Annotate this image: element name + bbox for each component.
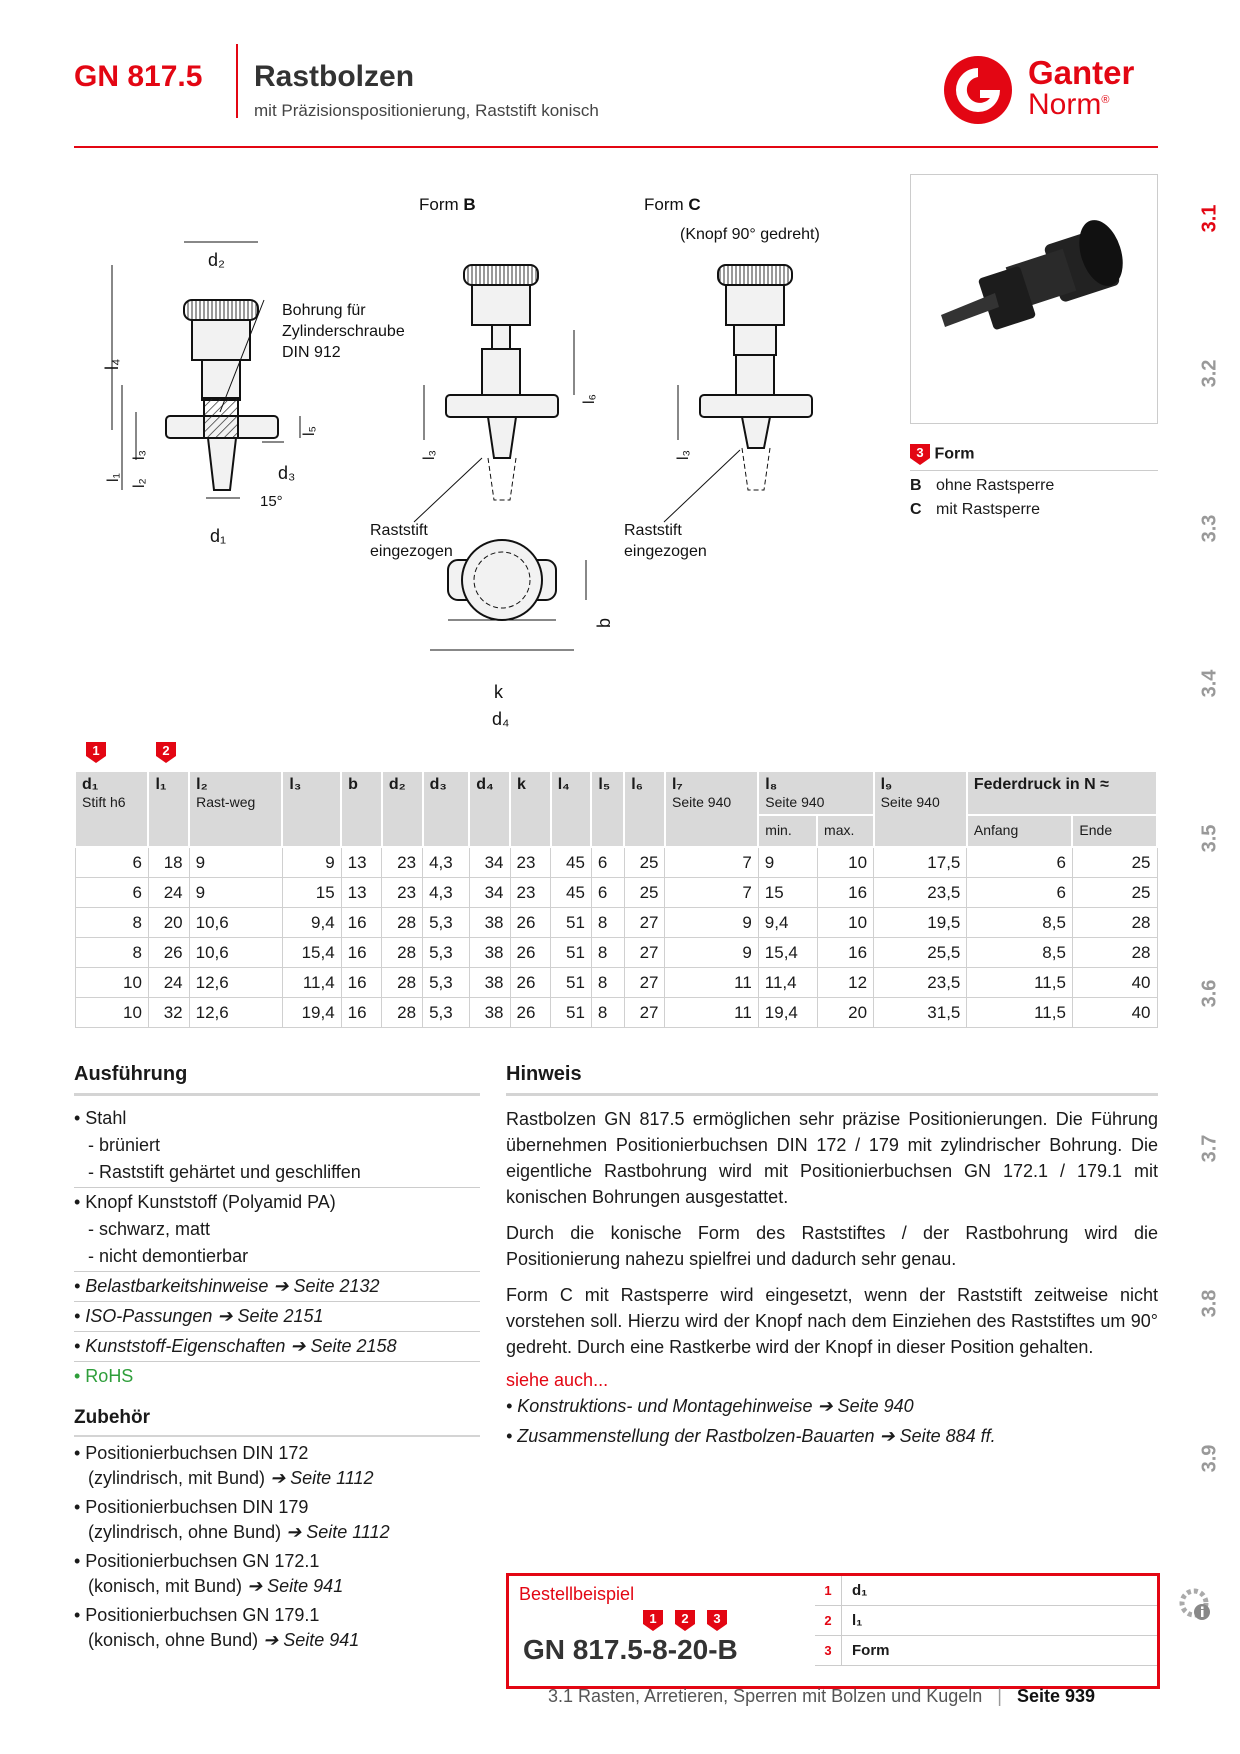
marker-3-icon: 3 (910, 444, 930, 465)
table-cell: 38 (469, 908, 510, 938)
table-cell: 10 (817, 847, 874, 878)
zubehoer-list (74, 1441, 480, 1653)
table-cell: 27 (624, 908, 665, 938)
see-also-link[interactable]: • Konstruktions- und Montagehinweise ➔ Seite 940 (506, 1396, 914, 1416)
order-legend (815, 1576, 1157, 1686)
table-cell: 7 (665, 847, 758, 878)
side-nav-item[interactable]: 3.5 (1198, 824, 1221, 853)
bohrung-label-3: DIN 912 (282, 344, 341, 361)
table-cell: 12,6 (189, 968, 282, 998)
table-cell: 10,6 (189, 938, 282, 968)
table-header: Federdruck in N ≈ (967, 771, 1157, 815)
table-cell: 5,3 (423, 998, 470, 1028)
dim-d3: d₃ (278, 463, 296, 483)
angle-label: 15° (260, 493, 283, 510)
table-cell: 28 (1072, 908, 1157, 938)
table-cell: 7 (665, 878, 758, 908)
bohrung-label-2: Zylinderschraube (282, 323, 405, 340)
list-item: • Stahl - brüniert - Raststift gehärtet und geschliffen (74, 1104, 480, 1188)
side-nav-item[interactable]: 3.6 (1198, 979, 1221, 1008)
table-header: d₃ (423, 771, 470, 847)
table-cell: 45 (551, 847, 592, 878)
product-code: GN 817.5 (74, 60, 203, 93)
side-nav-item[interactable]: 3.8 (1198, 1289, 1221, 1318)
table-cell: 16 (341, 968, 382, 998)
table-cell: 11,5 (967, 968, 1073, 998)
table-cell: 38 (469, 968, 510, 998)
table-cell: 9,4 (758, 908, 817, 938)
table-cell: 40 (1072, 968, 1157, 998)
side-nav-item[interactable]: 3.7 (1198, 1134, 1221, 1163)
raststift-c-label-1: Raststift (624, 522, 682, 539)
table-cell: 19,5 (874, 908, 967, 938)
list-item[interactable]: • Positionierbuchsen GN 179.1 (konisch, ohne Bund) ➔ Seite 941 (74, 1605, 360, 1650)
dim-b: b (594, 617, 614, 628)
table-cell: 17,5 (874, 847, 967, 878)
table-cell: 25 (1072, 847, 1157, 878)
table-header: d₁ Stift h6 (75, 771, 148, 847)
table-cell: 23 (382, 847, 423, 878)
table-cell: 12 (817, 968, 874, 998)
table-header: l₂ Rast-weg (189, 771, 282, 847)
marker-1-icon: 1 (643, 1610, 663, 1631)
table-cell: 8 (75, 908, 148, 938)
dim-l3-form-b: l₃ (421, 449, 438, 460)
table-header: l₃ (282, 771, 341, 847)
table-cell: 10 (817, 908, 874, 938)
zubehoer-title: Zubehör (74, 1407, 150, 1428)
order-example-title: Bestellbeispiel (519, 1584, 635, 1604)
table-cell: 10 (75, 968, 148, 998)
dim-d4: d₄ (492, 709, 510, 729)
table-cell: 51 (551, 968, 592, 998)
table-subheader: min. (758, 815, 817, 847)
table-cell: 8 (591, 938, 624, 968)
table-cell: 31,5 (874, 998, 967, 1028)
marker-2-icon: 2 (156, 742, 176, 763)
table-cell: 9 (665, 908, 758, 938)
table-cell: 5,3 (423, 938, 470, 968)
table-cell: 51 (551, 938, 592, 968)
table-subheader: Ende (1072, 815, 1157, 847)
table-header: l₉ Seite 940 (874, 771, 967, 847)
table-cell: 8,5 (967, 938, 1073, 968)
table-cell: 24 (148, 878, 189, 908)
table-cell: 27 (624, 968, 665, 998)
table-cell: 25 (624, 878, 665, 908)
table-cell: 26 (510, 938, 551, 968)
table-cell: 13 (341, 847, 382, 878)
table-cell: 25 (624, 847, 665, 878)
table-cell: 26 (510, 908, 551, 938)
table-row (75, 998, 1157, 1028)
list-item: • RoHS (74, 1366, 134, 1386)
ausfuehrung-section (74, 1063, 480, 1653)
table-cell: 23 (382, 878, 423, 908)
table-subheader: Anfang (967, 815, 1073, 847)
table-cell: 8 (591, 908, 624, 938)
table-cell: 11,4 (282, 968, 341, 998)
table-cell: 27 (624, 998, 665, 1028)
table-cell: 45 (551, 878, 592, 908)
table-marker-1 (86, 742, 106, 763)
marker-2-icon: 2 (675, 1610, 695, 1631)
table-header: l₅ (591, 771, 624, 847)
table-cell: 13 (341, 878, 382, 908)
hinweis-rule (506, 1093, 1158, 1096)
table-cell: 28 (1072, 938, 1157, 968)
logo-text-ganter: Ganter (1028, 54, 1135, 91)
table-header: l₆ (624, 771, 665, 847)
table-row (75, 968, 1157, 998)
table-cell: 6 (591, 878, 624, 908)
list-item: • Knopf Kunststoff (Polyamid PA) - schwarz, matt - nicht demontierbar (74, 1188, 480, 1272)
side-nav-item[interactable]: 3.3 (1198, 514, 1221, 543)
table-cell: 15 (758, 878, 817, 908)
list-item[interactable]: • Positionierbuchsen DIN 172 (zylindrisch, mit Bund) ➔ Seite 1112 (74, 1443, 374, 1488)
table-cell: 28 (382, 968, 423, 998)
table-cell: 4,3 (423, 847, 470, 878)
table-cell: 9 (189, 847, 282, 878)
table-cell: 6 (967, 878, 1073, 908)
hinweis-paragraph: Form C mit Rastsperre wird eingesetzt, wenn der Raststift zeitweise nicht vorstehen soll. Hierzu wird der Knopf nach dem Einziehen des Raststiftes um 90° gedreht. Durch eine Rastkerbe wird der Knopf in dieser Position gehalten. (506, 1285, 1158, 1357)
footer-page: Seite 939 (1016, 1686, 1096, 1706)
table-cell: 6 (591, 847, 624, 878)
table-cell: 9 (282, 847, 341, 878)
form-option-c: C mit Rastsperre (910, 501, 1041, 518)
dim-l2: l₂ (131, 478, 148, 488)
table-row (75, 908, 1157, 938)
table-cell: 10,6 (189, 908, 282, 938)
raststift-b-label-2: eingezogen (370, 543, 453, 560)
table-cell: 23,5 (874, 878, 967, 908)
order-markers (643, 1610, 727, 1631)
dim-l4: l₄ (102, 358, 122, 370)
form-legend-title: 3 Form (910, 444, 1158, 471)
side-nav-item[interactable]: 3.4 (1198, 669, 1221, 698)
table-cell: 26 (510, 998, 551, 1028)
dim-l3: l₃ (131, 449, 148, 460)
table-cell: 20 (817, 998, 874, 1028)
table-cell: 19,4 (282, 998, 341, 1028)
table-cell: 20 (148, 908, 189, 938)
ausfuehrung-rule (74, 1093, 480, 1096)
raststift-b-label-1: Raststift (370, 522, 428, 539)
table-header: d₄ (469, 771, 510, 847)
table-header: l₄ (551, 771, 592, 847)
table-cell: 27 (624, 938, 665, 968)
header-divider (236, 44, 238, 118)
table-cell: 23 (510, 878, 551, 908)
table-cell: 26 (148, 938, 189, 968)
table-header: l₇ Seite 940 (665, 771, 758, 847)
order-legend-row: 2 l₁ (815, 1606, 1157, 1636)
table-cell: 23,5 (874, 968, 967, 998)
list-item[interactable]: • Positionierbuchsen GN 172.1 (konisch, mit Bund) ➔ Seite 941 (74, 1551, 344, 1596)
ausfuehrung-list (74, 1104, 480, 1391)
table-cell: 11,5 (967, 998, 1073, 1028)
order-legend-row: 3 Form (815, 1636, 1157, 1666)
raststift-c-label-2: eingezogen (624, 543, 707, 560)
table-header: d₂ (382, 771, 423, 847)
table-cell: 6 (75, 847, 148, 878)
table-cell: 51 (551, 998, 592, 1028)
dim-l1: l₁ (105, 473, 122, 482)
table-cell: 19,4 (758, 998, 817, 1028)
form-c-label: Form C (644, 195, 701, 214)
dim-d2: d₂ (208, 250, 225, 270)
bohrung-label-1: Bohrung für (282, 302, 366, 319)
page-footer (548, 1686, 1095, 1707)
info-gear-icon (1176, 1585, 1216, 1630)
table-marker-2 (156, 742, 176, 763)
page-title: Rastbolzen (254, 60, 415, 93)
table-cell: 28 (382, 998, 423, 1028)
table-cell: 11 (665, 998, 758, 1028)
table-cell: 16 (817, 878, 874, 908)
hinweis-paragraph: Rastbolzen GN 817.5 ermöglichen sehr präzise Positionierungen. Die Führung übernehmen Positionierbuchsen DIN 172 / 179 mit zylindrischer Bohrung. Die eigentliche Rastbohrung wird mit Positionierbuchsen GN 172.1 / 179.1 mit konischen Bohrungen ausgestattet. (506, 1109, 1158, 1207)
table-cell: 23 (510, 847, 551, 878)
table-cell: 9 (189, 878, 282, 908)
hinweis-title: Hinweis (506, 1063, 582, 1085)
order-legend-row: 1 d₁ (815, 1576, 1157, 1606)
marker-1-icon: 1 (86, 742, 106, 763)
technical-drawing (74, 180, 874, 760)
table-row (75, 847, 1157, 878)
form-c-note: (Knopf 90° gedreht) (680, 226, 820, 243)
list-item[interactable]: • Kunststoff-Eigenschaften ➔ Seite 2158 (74, 1332, 480, 1362)
table-cell: 10 (75, 998, 148, 1028)
list-item[interactable]: • Positionierbuchsen DIN 179 (zylindrisch, ohne Bund) ➔ Seite 1112 (74, 1497, 390, 1542)
dim-l3-form-c: l₃ (675, 449, 692, 460)
table-cell: 8,5 (967, 908, 1073, 938)
marker-3-icon: 3 (707, 1610, 727, 1631)
table-cell: 26 (510, 968, 551, 998)
table-cell: 11 (665, 968, 758, 998)
table-cell: 28 (382, 938, 423, 968)
side-nav-item[interactable]: 3.9 (1198, 1444, 1221, 1473)
table-cell: 16 (341, 938, 382, 968)
table-subheader: max. (817, 815, 874, 847)
table-cell: 34 (469, 847, 510, 878)
table-cell: 15,4 (282, 938, 341, 968)
ganter-logo-icon (940, 52, 1016, 133)
table-cell: 51 (551, 908, 592, 938)
table-cell: 16 (341, 908, 382, 938)
ausfuehrung-title: Ausführung (74, 1063, 188, 1085)
form-b-label: Form B (419, 195, 476, 214)
table-cell: 9,4 (282, 908, 341, 938)
table-row (75, 878, 1157, 908)
table-cell: 4,3 (423, 878, 470, 908)
table-header: l₁ (148, 771, 189, 847)
header-rule (74, 146, 1158, 148)
side-nav-item[interactable]: 3.2 (1198, 359, 1221, 388)
dim-l5: l₅ (301, 426, 318, 436)
table-cell: 34 (469, 878, 510, 908)
see-also-link[interactable]: • Zusammenstellung der Rastbolzen-Bauarten ➔ Seite 884 ff. (506, 1426, 996, 1446)
table-cell: 8 (591, 968, 624, 998)
list-item[interactable]: • Belastbarkeitshinweise ➔ Seite 2132 (74, 1272, 480, 1302)
product-photo (910, 174, 1158, 424)
table-cell: 9 (758, 847, 817, 878)
table-header: k (510, 771, 551, 847)
order-example (506, 1573, 1160, 1689)
table-row (75, 938, 1157, 968)
table-cell: 6 (75, 878, 148, 908)
page-subtitle: mit Präzisionspositionierung, Raststift konisch (254, 101, 599, 120)
order-code: GN 817.5-8-20-B (523, 1634, 738, 1665)
table-cell: 5,3 (423, 908, 470, 938)
list-item[interactable]: • ISO-Passungen ➔ Seite 2151 (74, 1302, 480, 1332)
side-nav-item[interactable]: 3.1 (1198, 204, 1221, 233)
spec-table (74, 770, 1158, 1028)
zubehoer-rule (74, 1435, 480, 1437)
table-cell: 6 (967, 847, 1073, 878)
table-cell: 8 (75, 938, 148, 968)
table-cell: 40 (1072, 998, 1157, 1028)
table-cell: 18 (148, 847, 189, 878)
table-cell: 16 (817, 938, 874, 968)
table-cell: 25 (1072, 878, 1157, 908)
table-cell: 16 (341, 998, 382, 1028)
table-cell: 5,3 (423, 968, 470, 998)
dim-l6: l₆ (581, 393, 598, 404)
table-cell: 8 (591, 998, 624, 1028)
table-cell: 38 (469, 998, 510, 1028)
table-header: b (341, 771, 382, 847)
table-cell: 28 (382, 908, 423, 938)
table-cell: 32 (148, 998, 189, 1028)
dim-k: k (494, 682, 503, 702)
table-cell: 24 (148, 968, 189, 998)
hinweis-section (506, 1063, 1158, 1451)
table-cell: 25,5 (874, 938, 967, 968)
form-legend (910, 444, 1158, 519)
table-header: l₈ Seite 940 (758, 771, 873, 815)
logo-text-norm: Norm® (1028, 88, 1110, 121)
table-cell: 9 (665, 938, 758, 968)
table-cell: 38 (469, 938, 510, 968)
footer-section: 3.1 Rasten, Arretieren, Sperren mit Bolzen und Kugeln (548, 1686, 983, 1706)
form-option-b: B ohne Rastsperre (910, 477, 1055, 494)
table-cell: 15,4 (758, 938, 817, 968)
dim-d1: d₁ (210, 526, 227, 546)
hinweis-paragraph: Durch die konische Form des Raststiftes / der Rastbohrung wird die Positionierung nahezu spielfrei und dadurch sehr genau. (506, 1223, 1158, 1269)
footer-separator: | (997, 1686, 1002, 1706)
table-cell: 11,4 (758, 968, 817, 998)
table-cell: 12,6 (189, 998, 282, 1028)
see-also-label: siehe auch... (506, 1370, 609, 1390)
table-cell: 15 (282, 878, 341, 908)
